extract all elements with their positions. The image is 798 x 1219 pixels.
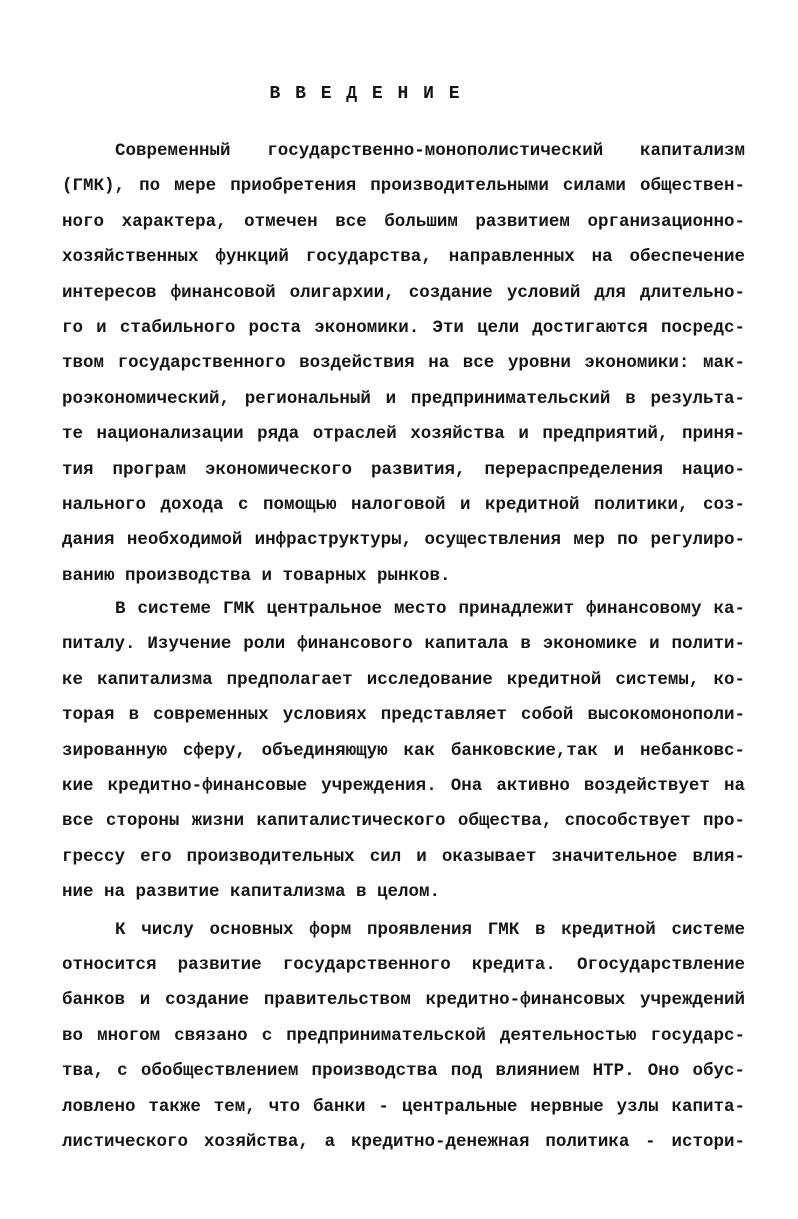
document-body xyxy=(62,134,745,1160)
text-line: нального дохода с помощью налоговой и кредитной политики, соз- xyxy=(62,494,745,515)
text-line: (ГМК), по мере приобретения производительными силами обществен- xyxy=(62,176,745,197)
paragraph-1 xyxy=(62,134,745,594)
text-line: во многом связано с предпринимательской деятельностью государс- xyxy=(62,1025,745,1046)
page-title: В В Е Д Е Н И Е xyxy=(269,84,461,104)
text-line: твом государственного воздействия на все уровни экономики: мак- xyxy=(62,353,745,374)
text-line: все стороны жизни капиталистического общества, способствует про- xyxy=(62,811,745,832)
text-line: тва, с обобществлением производства под влиянием НТР. Оно обус- xyxy=(62,1061,745,1082)
text-line: грессу его производительных сил и оказывает значительное влия- xyxy=(62,846,745,867)
text-line: В системе ГМК центральное место принадлежит финансовому ка- xyxy=(115,599,745,620)
text-line: го и стабильного роста экономики. Эти цели достигаются посредс- xyxy=(62,317,745,338)
text-line: листического хозяйства, а кредитно-денежная политика - истори- xyxy=(62,1131,745,1152)
text-line: тия програм экономического развития, перераспределения нацио- xyxy=(62,459,745,480)
text-line: дания необходимой инфраструктуры, осуществления мер по регулиро- xyxy=(62,530,745,551)
text-line: те национализации ряда отраслей хозяйства и предприятий, приня- xyxy=(62,424,745,445)
text-line: торая в современных условиях представляет собой высокомонополи- xyxy=(62,705,745,726)
text-line: ловлено также тем, что банки - центральные нервные узлы капита- xyxy=(62,1096,745,1117)
text-line: зированную сферу, объединяющую как банковские,так и небанковс- xyxy=(62,740,745,761)
text-line: ке капитализма предполагает исследование кредитной системы, ко- xyxy=(62,669,745,690)
text-line: роэкономический, региональный и предпринимательский в результа- xyxy=(62,388,745,409)
text-line: банков и создание правительством кредитно-финансовых учреждений xyxy=(62,990,745,1011)
text-line: относится развитие государственного кредита. Огосударствление xyxy=(62,954,745,975)
text-line: хозяйственных функций государства, направленных на обеспечение xyxy=(62,247,745,268)
text-line: интересов финансовой олигархии, создание условий для длительно- xyxy=(62,282,745,303)
text-line: ванию производства и товарных рынков. xyxy=(62,565,451,586)
text-line: ние на развитие капитализма в целом. xyxy=(62,882,441,903)
text-line: питалу. Изучение роли финансового капитала в экономике и полити- xyxy=(62,634,745,655)
text-line: кие кредитно-финансовые учреждения. Она активно воздействует на xyxy=(62,776,745,797)
text-line: К числу основных форм проявления ГМК в кредитной системе xyxy=(115,919,745,940)
text-line: ного характера, отмечен все большим развитием организационно- xyxy=(62,211,745,232)
text-line: Современный государственно-монополистический капитализм xyxy=(115,141,745,161)
paragraph-2 xyxy=(62,592,745,911)
paragraph-3 xyxy=(62,913,745,1161)
